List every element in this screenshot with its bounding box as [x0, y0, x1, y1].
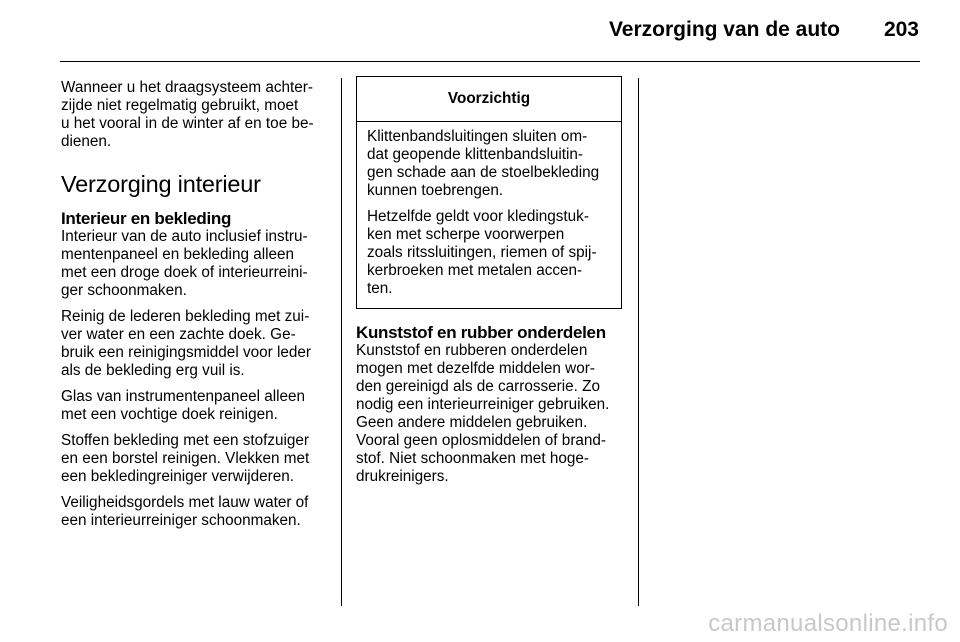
- header-divider: [60, 61, 920, 62]
- caution-title: Voorzichtig: [357, 77, 621, 122]
- section-heading: Verzorging interieur: [61, 171, 261, 197]
- paragraph-interior-cleaning: Interieur van de auto inclusief instru- mentenpaneel en bekleding alleen met een droge doek of interieurreini- ger schoonmaken.: [61, 228, 308, 299]
- paragraph-seatbelts: Veiligheidsgordels met lauw water of een interieurreiniger schoonmaken.: [61, 494, 309, 529]
- left-column: [61, 79, 327, 538]
- intro-paragraph: Wanneer u het draagsysteem achter- zijde niet regelmatig gebruikt, moet u het vooral in de winter af en toe be- dienen.: [61, 79, 314, 150]
- paragraph-leather: Reinig de lederen bekleding met zui- ver water en een zachte doek. Ge- bruik een reinigingsmiddel voor leder als de bekleding erg vuil is.: [61, 308, 311, 379]
- subheading-interior: Interieur en bekleding: [61, 209, 232, 228]
- page-number: 203: [883, 18, 919, 41]
- caution-box: [356, 76, 622, 309]
- caution-body: [357, 122, 621, 308]
- caution-paragraph: Klittenbandsluitingen sluiten om- dat geopende klittenbandsluitin- gen schade aan de stoelbekleding kunnen toebrengen.: [367, 128, 600, 199]
- watermark: carmanualsonline.info: [708, 610, 948, 637]
- paragraph-glass: Glas van instrumentenpaneel alleen met een vochtige doek reinigen.: [61, 388, 306, 423]
- column-divider-right: [638, 78, 639, 606]
- running-header-title: Verzorging van de auto: [608, 18, 840, 41]
- caution-paragraph: Hetzelfde geldt voor kledingstuk- ken met scherpe voorwerpen zoals ritssluitingen, riemen of spij- kerbroeken met metalen accen- ten.: [367, 208, 597, 297]
- right-column: [356, 76, 624, 494]
- paragraph-fabric: Stoffen bekleding met een stofzuiger en een borstel reinigen. Vlekken met een bekledingreiniger verwijderen.: [61, 432, 310, 485]
- column-divider-left: [341, 78, 342, 606]
- subheading-plastic-rubber: Kunststof en rubber onderdelen: [356, 323, 606, 342]
- paragraph-plastic-rubber: Kunststof en rubberen onderdelen mogen met dezelfde middelen wor- den gereinigd als de carrosserie. Zo nodig een interieurreiniger gebruiken. Geen andere middelen gebruiken. Vooral geen oplosmiddelen of brand- stof. Niet schoonmaken met hoge- drukreinigers.: [356, 342, 610, 485]
